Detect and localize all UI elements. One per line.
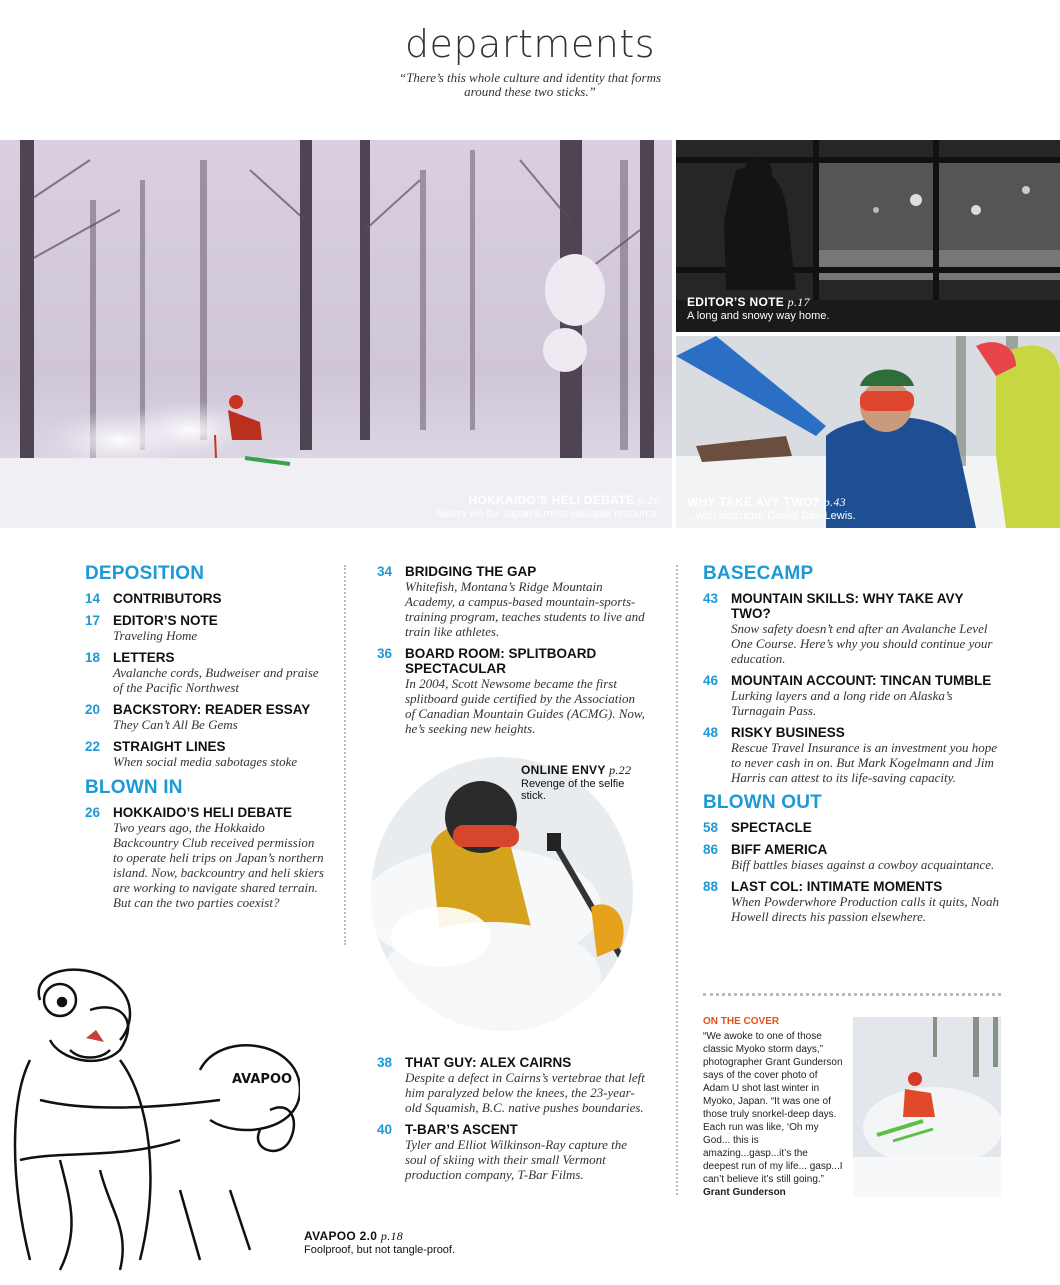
entry-title: THAT GUY: ALEX CAIRNS — [405, 1055, 572, 1070]
page-number: 26 — [85, 805, 101, 820]
page-number: 17 — [85, 613, 101, 628]
page-number: 18 — [85, 650, 101, 665]
avy-two-photo[interactable] — [676, 336, 1060, 528]
entry-description: In 2004, Scott Newsome became the first splitboard guide certified by the Association of Canadian Mountain Guides (ACMG). Now, he’s seeking new heights. — [405, 676, 645, 736]
entry-title: T-BAR’S ASCENT — [405, 1122, 518, 1137]
toc-entry[interactable] — [703, 673, 1003, 718]
online-envy-caption-page: p.22 — [609, 763, 632, 777]
page-number: 43 — [703, 591, 719, 606]
entry-body — [731, 673, 1003, 718]
cover-skier-image — [853, 1017, 1001, 1197]
hokkaido-caption-page: p.26 — [637, 493, 660, 507]
middle-column-bottom — [377, 1055, 647, 1189]
avy-two-caption-title: WHY TAKE AVY TWO? — [687, 495, 821, 509]
entry-description: When Powderwhore Production calls it quits, Noah Howell directs his passion elsewhere. — [731, 894, 1000, 924]
entry-description: Rescue Travel Insurance is an investment you hope to never cash in on. But Mark Kogelmann and Jim Harris can attest to its life-saving capacity. — [731, 740, 998, 785]
entry-description: Avalanche cords, Budweiser and praise of the Pacific Northwest — [113, 665, 319, 695]
blown-in-list — [85, 805, 325, 910]
basecamp-list — [703, 591, 1003, 785]
toc-entry[interactable] — [85, 739, 325, 769]
entry-description: Lurking layers and a long ride on Alaska’s Turnagain Pass. — [731, 688, 953, 718]
avy-two-caption — [687, 495, 856, 522]
entry-body — [405, 646, 647, 736]
left-column — [85, 563, 325, 917]
entry-body — [113, 613, 325, 643]
toc-entry[interactable] — [85, 702, 325, 732]
toc-entry[interactable] — [85, 650, 325, 695]
toc-entry[interactable] — [85, 591, 325, 606]
entry-body — [113, 591, 325, 606]
entry-body — [113, 739, 325, 769]
entry-body — [113, 805, 325, 910]
entry-description: Snow safety doesn’t end after an Avalanche Level One Course. Here’s why you should continue your education. — [731, 621, 993, 666]
entry-title: BIFF AMERICA — [731, 842, 828, 857]
editors-note-caption-title: EDITOR’S NOTE — [687, 295, 785, 309]
toc-entry[interactable] — [85, 805, 325, 910]
entry-title: BACKSTORY: READER ESSAY — [113, 702, 311, 717]
cover-heading: ON THE COVER — [703, 1016, 780, 1027]
on-the-cover — [703, 1016, 843, 1199]
entry-title: SPECTACLE — [731, 820, 812, 835]
avapoo-sign-text: AVAPOO — [232, 1072, 293, 1087]
entry-description: When social media sabotages stoke — [113, 754, 298, 769]
online-envy-caption — [521, 763, 634, 802]
avapoo-caption — [304, 1229, 455, 1256]
page-number: 86 — [703, 842, 719, 857]
entry-title: LETTERS — [113, 650, 175, 665]
page-number: 14 — [85, 591, 101, 606]
page-number: 38 — [377, 1055, 393, 1070]
deposition-list — [85, 591, 325, 769]
toc-entry[interactable] — [377, 564, 647, 639]
entry-description: Biff battles biases against a cowboy acquaintance. — [731, 857, 995, 872]
entry-description: Despite a defect in Cairns’s vertebrae that left him paralyzed below the knees, the 23-year-old Squamish, B.C. native pushes boundaries. — [405, 1070, 645, 1115]
toc-entry[interactable] — [703, 820, 1003, 835]
entry-body — [113, 650, 325, 695]
entry-body — [405, 1122, 647, 1182]
cover-photo[interactable] — [853, 1017, 1001, 1197]
editors-note-caption-subtitle: A long and snowy way home. — [687, 310, 830, 322]
column-divider-left — [344, 565, 346, 945]
page-number: 88 — [703, 879, 719, 894]
toc-entry[interactable] — [377, 1055, 647, 1115]
page-number: 58 — [703, 820, 719, 835]
section-deposition: DEPOSITION — [85, 563, 205, 584]
page-number: 22 — [85, 739, 101, 754]
hokkaido-photo[interactable] — [0, 140, 672, 528]
entry-title: HOKKAIDO’S HELI DEBATE — [113, 805, 293, 820]
cover-credit: Grant Gunderson — [703, 1187, 786, 1198]
toc-entry[interactable] — [703, 591, 1003, 666]
avapoo-caption-title: AVAPOO 2.0 — [304, 1229, 378, 1243]
avapoo-doodle — [0, 960, 300, 1280]
toc-entry[interactable] — [703, 725, 1003, 785]
entry-title: CONTRIBUTORS — [113, 591, 222, 606]
cover-divider — [703, 993, 1001, 996]
avy-two-caption-subtitle: ...with instructor Daniel Day-Lewis. — [687, 510, 856, 522]
editors-note-caption — [687, 295, 829, 322]
entry-title: BRIDGING THE GAP — [405, 564, 537, 579]
entry-body — [731, 725, 1003, 785]
entry-description: Tyler and Elliot Wilkinson-Ray capture the soul of skiing with their small Vermont production company, T-Bar Films. — [405, 1137, 628, 1182]
page-number: 40 — [377, 1122, 393, 1137]
page-number: 34 — [377, 564, 393, 579]
entry-body — [731, 820, 1003, 835]
entry-body — [731, 591, 1003, 666]
online-envy-photo[interactable] — [371, 757, 634, 1032]
page-number: 36 — [377, 646, 393, 661]
section-blown-out: BLOWN OUT — [703, 792, 822, 813]
entry-title: BOARD ROOM: SPLITBOARD SPECTACULAR — [405, 646, 597, 676]
entry-description: They Can’t All Be Gems — [113, 717, 238, 732]
entry-body — [731, 842, 1003, 872]
column-divider-right — [676, 565, 678, 1195]
section-blown-in: BLOWN IN — [85, 777, 183, 798]
snowy-forest-image — [0, 140, 672, 528]
entry-title: RISKY BUSINESS — [731, 725, 845, 740]
avy-two-caption-page: p.43 — [823, 495, 846, 509]
avapoo-illustration[interactable] — [0, 960, 300, 1280]
entry-description: Whitefish, Montana’s Ridge Mountain Academy, a campus-based mountain-sports-training program, teaches students to live and train like athletes. — [405, 579, 645, 639]
page-number: 46 — [703, 673, 719, 688]
editors-note-photo[interactable] — [676, 140, 1060, 332]
toc-entry[interactable] — [377, 1122, 647, 1182]
entry-title: MOUNTAIN SKILLS: WHY TAKE AVY TWO? — [731, 591, 964, 621]
cover-text: “We awoke to one of those classic Myoko storm days,” photographer Grant Gunderson says of the cover photo of Adam U shot last winter in Myoko, Japan. “It was one of those truly snorkel-deep days. Each run was like, ‘Oh my God... this is amazing...gasp...it’s the deepest run of my life... gasp...I can’t believe it’s still going.” — [703, 1031, 843, 1185]
toc-entry[interactable] — [85, 613, 325, 643]
hokkaido-caption-title: HOKKAIDO’S HELI DEBATE — [468, 493, 635, 507]
entry-title: LAST COL: INTIMATE MOMENTS — [731, 879, 943, 894]
entry-title: STRAIGHT LINES — [113, 739, 226, 754]
entry-body — [113, 702, 325, 732]
page-number: 20 — [85, 702, 101, 717]
online-envy-caption-title: ONLINE ENVY — [521, 763, 606, 777]
toc-entry[interactable] — [703, 879, 1003, 924]
entry-description: Traveling Home — [113, 628, 198, 643]
entry-body — [405, 1055, 647, 1115]
hokkaido-caption-subtitle: Skiers vie for Japan’s most valuable resource. — [435, 508, 660, 520]
right-column — [703, 563, 1003, 931]
avapoo-caption-page: p.18 — [380, 1229, 404, 1243]
editors-note-caption-page: p.17 — [787, 295, 810, 309]
entry-description: Two years ago, the Hokkaido Backcountry Club received permission to operate heli trips on Japan’s northern island. Now, backcountry and heli skiers are working to navigate shared terrain. But can the two parties coexist? — [113, 820, 324, 910]
page-title: departments — [404, 22, 656, 66]
hokkaido-caption — [436, 493, 660, 520]
entry-title: EDITOR’S NOTE — [113, 613, 218, 628]
page-number: 48 — [703, 725, 719, 740]
toc-entry[interactable] — [703, 842, 1003, 872]
middle-column-top — [377, 564, 647, 743]
blown-out-list — [703, 820, 1003, 924]
entry-body — [405, 564, 647, 639]
header-quote: “There’s this whole culture and identity that forms around these two sticks.” — [398, 70, 662, 99]
toc-entry[interactable] — [377, 646, 647, 736]
avapoo-caption-subtitle: Foolproof, but not tangle-proof. — [304, 1244, 456, 1256]
online-envy-caption-subtitle: Revenge of the selfie stick. — [521, 778, 625, 802]
section-basecamp: BASECAMP — [703, 563, 814, 584]
entry-title: MOUNTAIN ACCOUNT: TINCAN TUMBLE — [731, 673, 992, 688]
entry-body — [731, 879, 1003, 924]
